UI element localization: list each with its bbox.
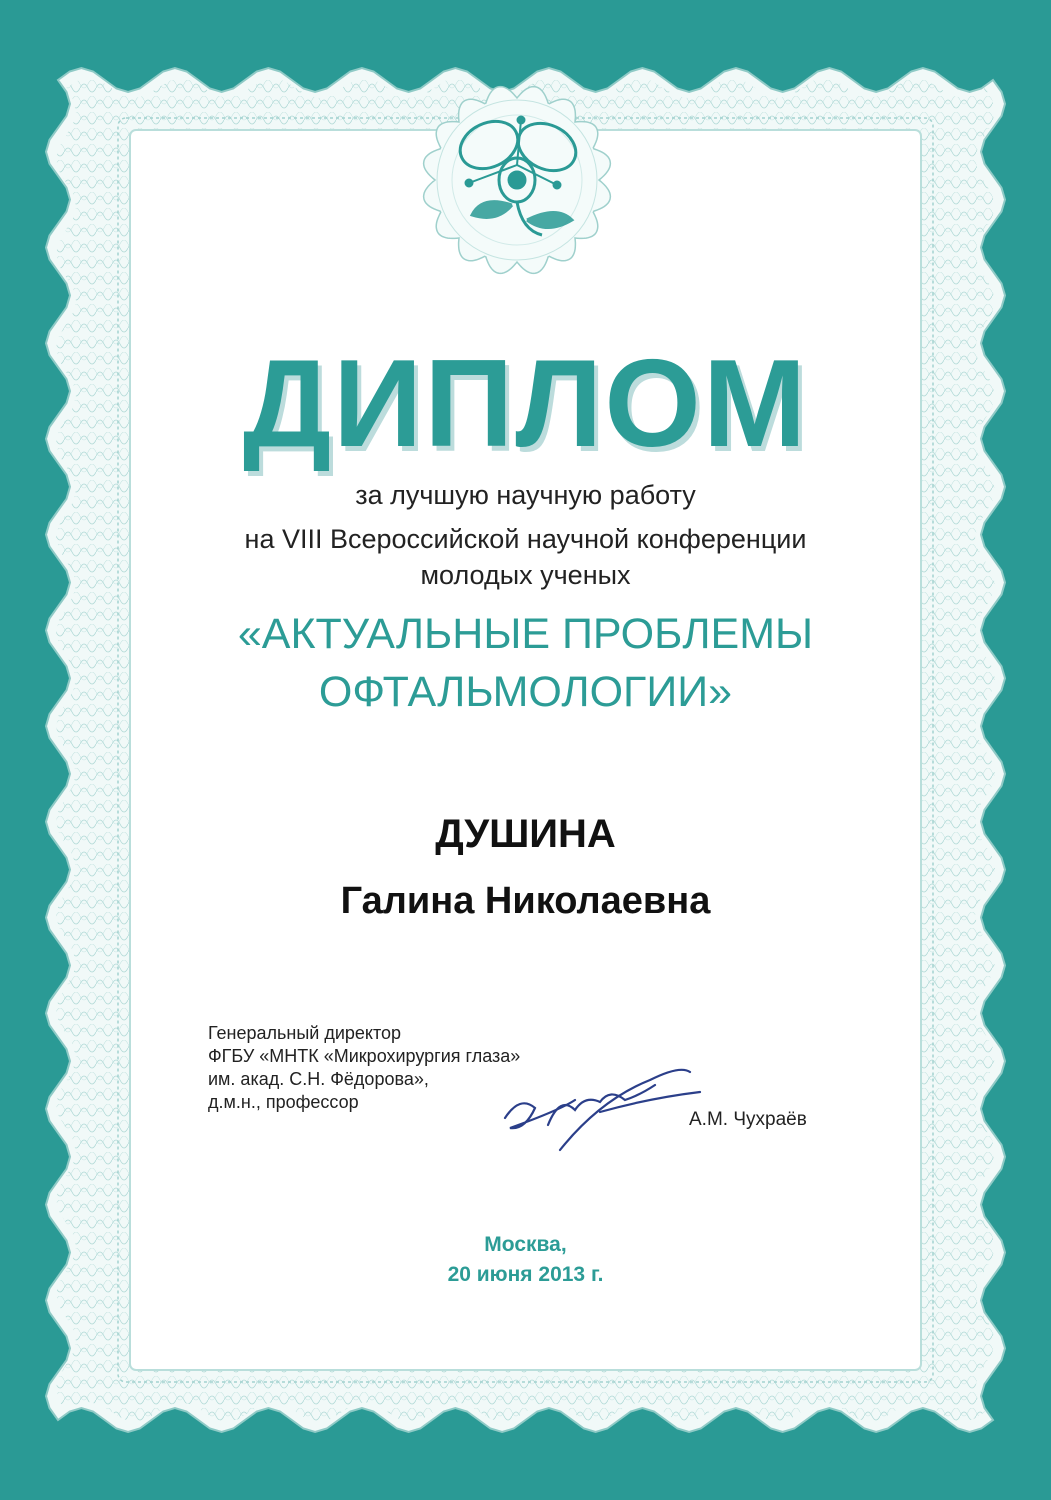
paper-inner-field [130,130,921,1370]
recipient-given-names: Галина Николаевна [340,880,711,922]
conference-name-line-2: ОФТАЛЬМОЛОГИИ» [318,668,733,716]
subtitle-line-3: молодых ученых [420,560,631,590]
conference-name-line-1: «АКТУАЛЬНЫЕ ПРОБЛЕМЫ [237,610,814,658]
signer-position-line: им. акад. С.Н. Фёдорова», [208,1069,429,1089]
diploma-title: ДИПЛОМ [242,335,809,473]
signer-name: А.М. Чухраёв [689,1109,807,1130]
subtitle-line-2: на VIII Всероссийской научной конференции [244,524,807,554]
signer-position-line: ФГБУ «МНТК «Микрохирургия глаза» [208,1046,521,1066]
recipient-surname: ДУШИНА [435,812,616,856]
date: 20 июня 2013 г. [447,1263,604,1286]
signer-position-line: д.м.н., профессор [208,1092,359,1112]
signer-position [208,1024,520,1116]
place: Москва, [484,1233,567,1256]
subtitle-line-1: за лучшую научную работу [355,480,696,510]
signer-position-line: Генеральный директор [208,1023,402,1043]
